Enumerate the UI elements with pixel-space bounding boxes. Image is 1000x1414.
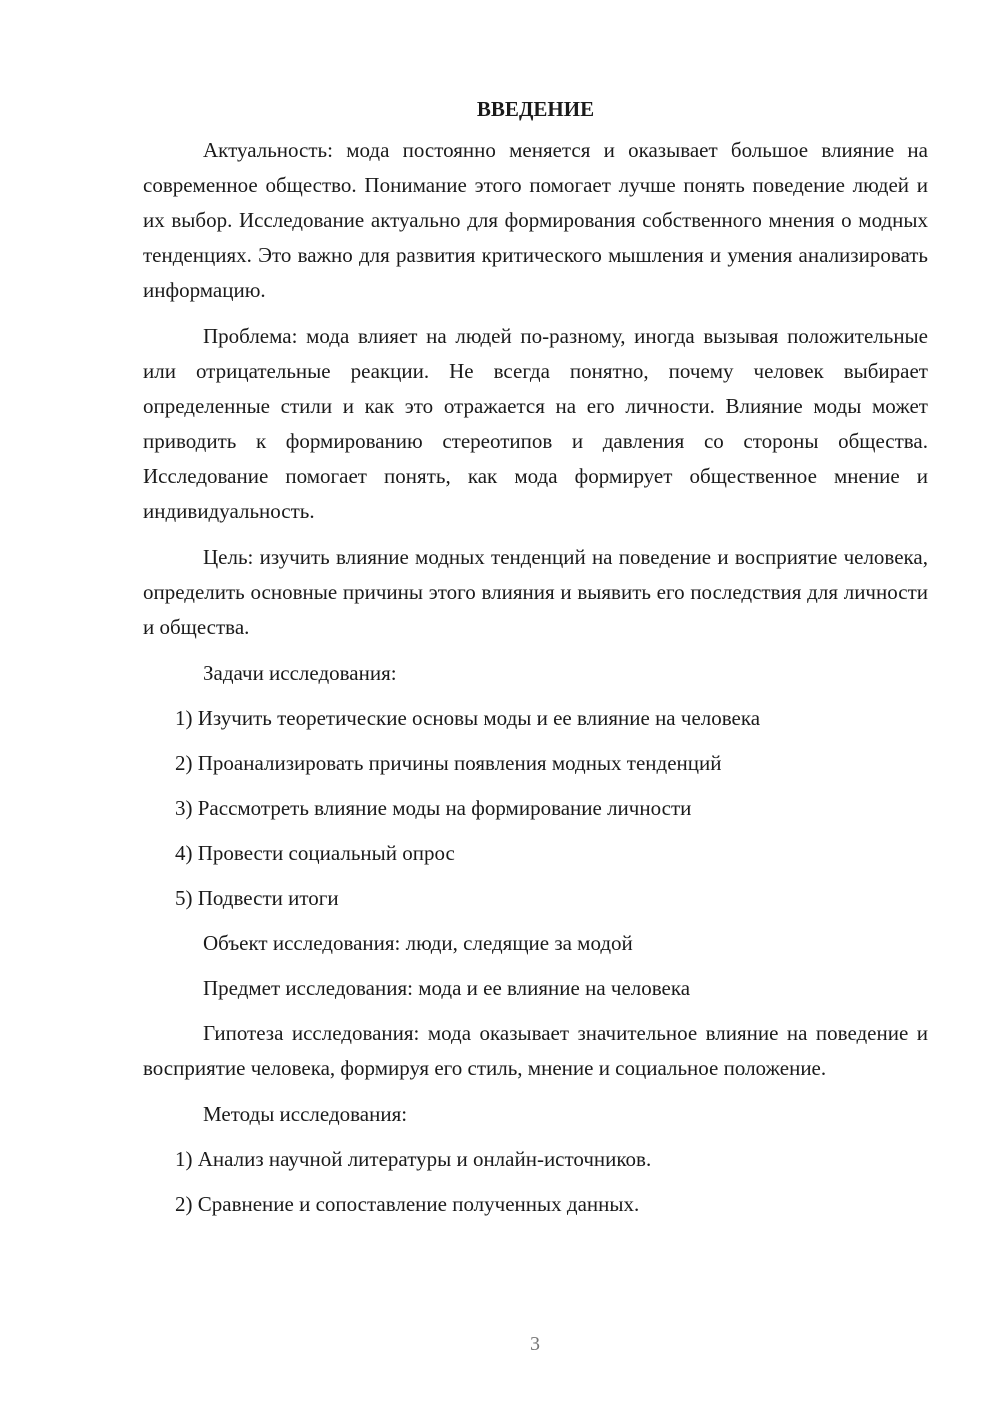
method-item: 1) Анализ научной литературы и онлайн-источников. <box>175 1147 652 1171</box>
paragraph-relevance: Актуальность: мода постоянно меняется и оказывает большое влияние на современное общество. Понимание этого помогает лучше понять поведение людей и их выбор. Исследование актуально для формирования собственного мнения о модных тенденциях. Это важно для развития критического мышления и умения анализировать информацию. <box>143 138 928 302</box>
task-item: 2) Проанализировать причины появления модных тенденций <box>175 751 722 775</box>
method-item: 2) Сравнение и сопоставление полученных данных. <box>175 1192 640 1216</box>
paragraph-hypothesis: Гипотеза исследования: мода оказывает значительное влияние на поведение и восприятие человека, формируя его стиль, мнение и социальное положение. <box>143 1021 928 1080</box>
research-subject: Предмет исследования: мода и ее влияние на человека <box>203 976 691 1000</box>
research-object: Объект исследования: люди, следящие за модой <box>203 931 633 955</box>
paragraph-goal: Цель: изучить влияние модных тенденций на поведение и восприятие человека, определить основные причины этого влияния и выявить его последствия для личности и общества. <box>143 545 928 639</box>
page-title: ВВЕДЕНИЕ <box>476 97 595 121</box>
page-content <box>143 92 928 1232</box>
paragraph-problem: Проблема: мода влияет на людей по-разному, иногда вызывая положительные или отрицательные реакции. Не всегда понятно, почему человек выбирает определенные стили и как это отражается на его личности. Влияние моды может приводить к формированию стереотипов и давления со стороны общества. Исследование помогает понять, как мода формирует общественное мнение и индивидуальность. <box>143 324 928 523</box>
task-item: 5) Подвести итоги <box>175 886 339 910</box>
page-number: 3 <box>530 1333 540 1355</box>
methods-heading: Методы исследования: <box>203 1102 408 1126</box>
task-item: 3) Рассмотреть влияние моды на формирование личности <box>175 796 692 820</box>
task-item: 1) Изучить теоретические основы моды и ее влияние на человека <box>175 706 761 730</box>
tasks-heading: Задачи исследования: <box>203 661 397 685</box>
task-item: 4) Провести социальный опрос <box>175 841 455 865</box>
